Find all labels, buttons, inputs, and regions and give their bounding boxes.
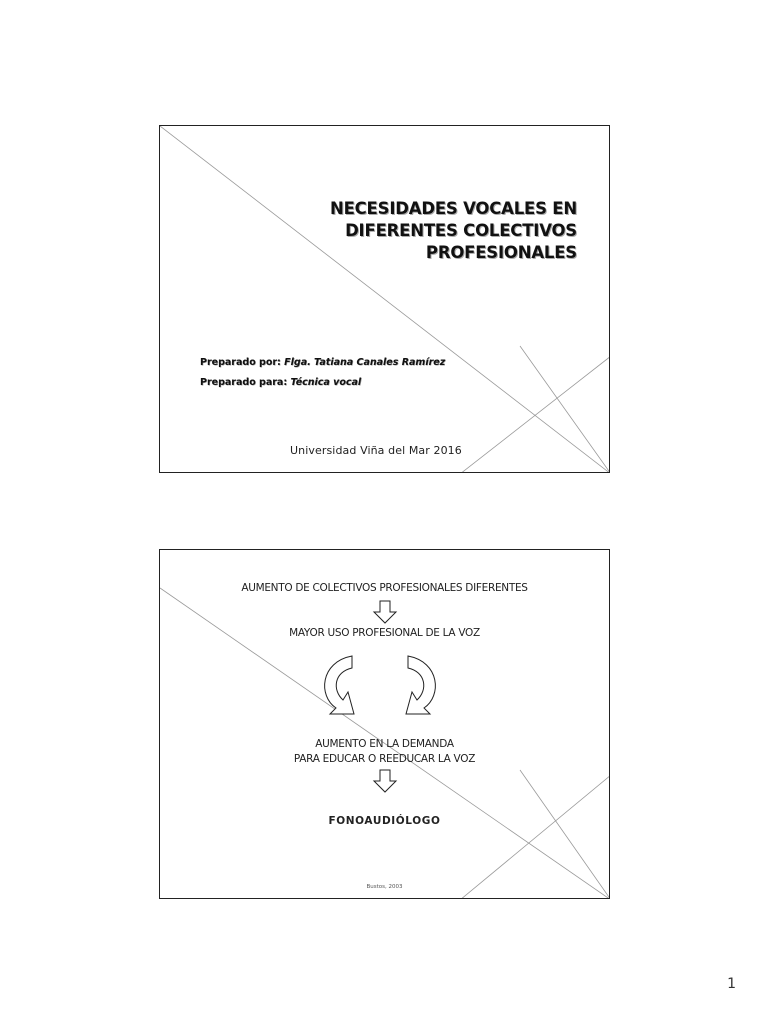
slide-flow (159, 549, 610, 899)
prepared-for-value: Técnica vocal (290, 377, 362, 388)
flow-step-2: MAYOR USO PROFESIONAL DE LA VOZ (289, 627, 480, 639)
flow-step-3-line-2: PARA EDUCAR O REEDUCAR LA VOZ (293, 753, 476, 765)
title-line-2: DIFERENTES COLECTIVOS (345, 221, 577, 240)
slide-title (159, 125, 610, 473)
title-line-3: PROFESIONALES (425, 243, 577, 262)
citation: Bustos, 2003 (366, 884, 403, 890)
prepared-for-label: Preparado para: (200, 377, 288, 388)
prepared-by-label: Preparado por: (200, 357, 281, 368)
cycle-arrows-icon (310, 650, 460, 720)
down-arrow-icon (372, 769, 398, 793)
flow-step-3-line-1: AUMENTO EN LA DEMANDA (315, 738, 454, 750)
down-arrow-icon (372, 600, 398, 624)
prepared-for (200, 377, 361, 388)
page-number: 1 (727, 976, 736, 992)
flow-result: FONOAUDIÓLOGO (328, 815, 441, 827)
slide-title-text (330, 198, 577, 264)
title-line-1: NECESIDADES VOCALES EN (329, 199, 577, 218)
flow-step-1: AUMENTO DE COLECTIVOS PROFESIONALES DIFERENTES (241, 582, 528, 594)
prepared-by-value: Flga. Tatiana Canales Ramírez (284, 357, 446, 368)
slide-footer: Universidad Viña del Mar 2016 (290, 444, 462, 457)
decorative-lines (160, 126, 610, 473)
prepared-by (200, 357, 445, 368)
